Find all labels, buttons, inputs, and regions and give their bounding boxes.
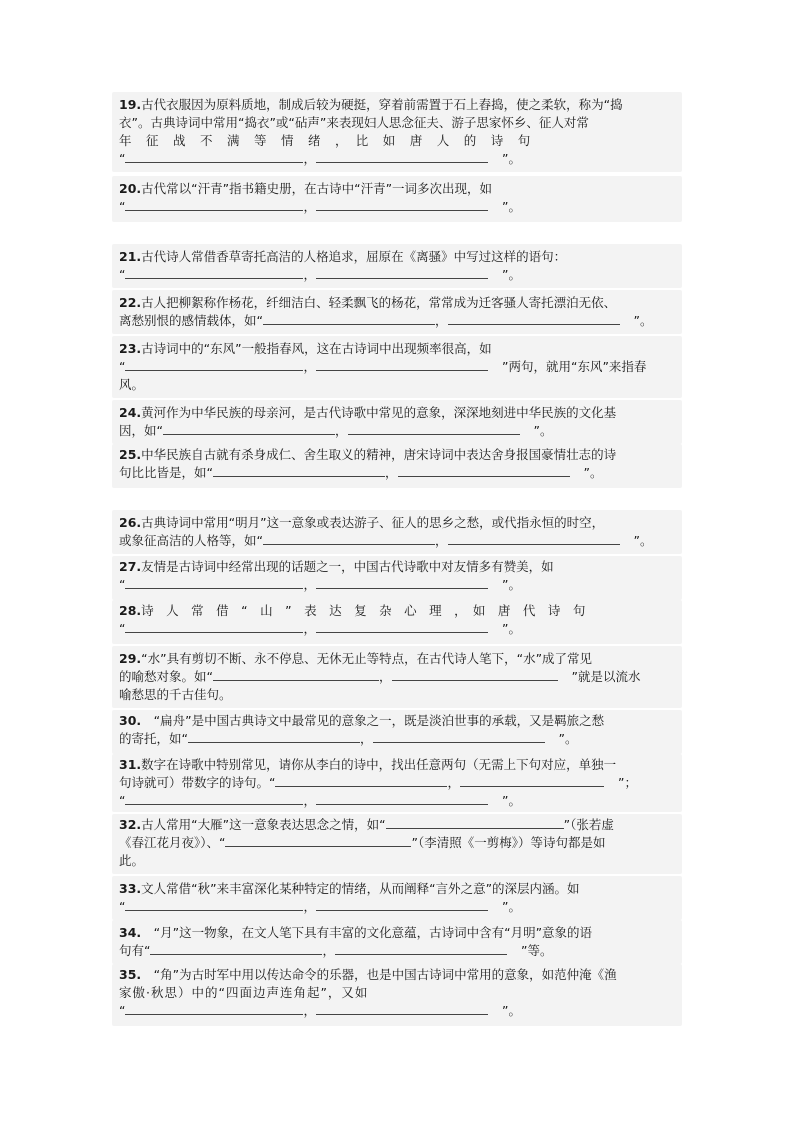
answer-blank[interactable] — [125, 198, 303, 211]
question-number: 29. — [119, 651, 142, 666]
answer-line — [119, 774, 637, 792]
answer-line — [119, 942, 552, 960]
answer-blank[interactable] — [316, 792, 488, 805]
question-text-line: 家傲·秋思）中的“四面边声连角起”，又如 — [119, 985, 369, 1000]
question-number: 20. — [119, 181, 142, 196]
comma: ， — [303, 793, 316, 808]
quote-mark: “ — [119, 621, 126, 636]
comma: ， — [303, 621, 316, 636]
question-number: 24. — [119, 405, 142, 420]
answer-blank[interactable] — [373, 730, 545, 743]
quote-mark: “ — [119, 1003, 126, 1018]
question-24 — [119, 404, 675, 422]
answer-blank[interactable] — [316, 576, 488, 589]
answer-line — [119, 422, 552, 440]
quote-end: ”。 — [502, 199, 521, 214]
question-text-line: 喻愁思的千古佳句。 — [119, 687, 232, 702]
question-number: 27. — [119, 559, 142, 574]
question-number: 32. — [119, 817, 142, 832]
question-text: 古典诗词中常用“明月”这一意象或表达游子、征人的思乡之愁，或代指永恒的时空， — [141, 515, 605, 530]
question-text: 或象征高洁的人格等，如“ — [119, 533, 263, 548]
answer-blank[interactable] — [263, 312, 435, 325]
answer-blank[interactable] — [335, 942, 507, 955]
question-23 — [119, 340, 675, 358]
question-text: 友情是古诗词中经常出现的话题之一，中国古代诗歌中对友情多有赞美，如 — [141, 559, 554, 574]
question-text: 诗 人 常 借 “ 山 ” 表 达 复 杂 心 理 ， 如 唐 代 诗 句 — [141, 603, 586, 618]
quote-end: ”。 — [583, 465, 603, 480]
quote-end: ”。 — [502, 267, 521, 282]
question-32 — [119, 816, 675, 834]
question-text: 离愁别恨的感情载体，如“ — [119, 313, 263, 328]
answer-blank[interactable] — [213, 464, 385, 477]
question-text: 句诗就可）带数字的诗句。“ — [119, 775, 276, 790]
question-text-line: 年 征 战 不 满 等 情 绪 ， 比 如 唐 人 的 诗 句 — [119, 133, 532, 148]
quote-mark: “ — [119, 267, 126, 282]
answer-blank[interactable] — [316, 1002, 488, 1015]
question-25 — [119, 446, 675, 464]
question-number: 22. — [119, 295, 142, 310]
answer-blank[interactable] — [213, 668, 379, 681]
question-text: 古代常以“汗青”指书籍史册，在古诗中“汗青”一词多次出现，如 — [141, 181, 493, 196]
answer-line — [119, 150, 521, 168]
answer-blank[interactable] — [316, 620, 488, 633]
question-30 — [119, 712, 675, 730]
question-text: ”（李清照《一剪梅》）等诗句都是如 — [411, 835, 606, 850]
comma: ， — [303, 199, 316, 214]
answer-blank[interactable] — [125, 150, 303, 163]
answer-line — [119, 532, 652, 550]
question-text-line: 衣”。古典诗词中常用“捣衣”或“砧声”来表现妇人思念征夫、游子思家怀乡、征人对常 — [119, 115, 589, 130]
answer-line — [119, 834, 605, 852]
question-text: ”等。 — [521, 943, 553, 958]
answer-line — [119, 668, 640, 686]
question-text: 的寄托，如“ — [119, 731, 188, 746]
answer-blank[interactable] — [392, 668, 558, 681]
question-number: 35. — [119, 967, 142, 982]
answer-line — [119, 576, 521, 594]
answer-blank[interactable] — [150, 942, 322, 955]
answer-blank[interactable] — [316, 898, 488, 911]
answer-blank[interactable] — [460, 774, 604, 787]
quote-mark: “ — [119, 899, 126, 914]
answer-blank[interactable] — [225, 834, 411, 847]
quote-end: ”。 — [502, 577, 521, 592]
quote-mark: “ — [119, 199, 126, 214]
question-text: 中华民族自古就有杀身成仁、舍生取义的精神，唐宋诗词中表达舍身报国豪情壮志的诗 — [141, 447, 617, 462]
comma: ， — [334, 423, 348, 438]
question-text: ”（张若虚 — [563, 817, 614, 832]
answer-blank[interactable] — [448, 312, 620, 325]
answer-blank[interactable] — [386, 816, 564, 829]
comma: ， — [303, 1003, 316, 1018]
answer-blank[interactable] — [398, 464, 570, 477]
question-text: 古代诗人常借香草寄托高洁的人格追求，屈原在《离骚》中写过这样的语句： — [141, 249, 567, 264]
answer-blank[interactable] — [125, 898, 303, 911]
comma: ， — [378, 669, 392, 684]
question-number: 28. — [119, 603, 142, 618]
comma: ， — [434, 313, 448, 328]
answer-line — [119, 464, 602, 482]
answer-blank[interactable] — [125, 358, 303, 371]
quote-mark: “ — [119, 577, 126, 592]
question-31 — [119, 756, 675, 774]
quote-end: ”。 — [502, 793, 521, 808]
answer-blank[interactable] — [125, 792, 303, 805]
answer-blank[interactable] — [263, 532, 435, 545]
answer-blank[interactable] — [125, 576, 303, 589]
question-text: “扁舟”是中国古典诗文中最常见的意象之一，既是淡泊世事的承载，又是羁旅之愁 — [141, 713, 605, 728]
question-26 — [119, 514, 675, 532]
answer-blank[interactable] — [316, 150, 488, 163]
quote-end: ”。 — [533, 423, 553, 438]
question-text-line: 风。 — [119, 377, 145, 392]
question-text: 古诗词中的“东风”一般指春风，这在古诗词中出现频率很高，如 — [141, 341, 492, 356]
quote-end: ”。 — [633, 313, 653, 328]
answer-line — [119, 792, 521, 810]
answer-blank[interactable] — [275, 774, 447, 787]
question-number: 30. — [119, 713, 142, 728]
question-number: 26. — [119, 515, 142, 530]
quote-end: ”。 — [502, 899, 521, 914]
quote-end: ”。 — [502, 151, 521, 166]
question-text: 文人常借“秋”来丰富深化某种特定的情绪，从而阐释“言外之意”的深层内涵。如 — [141, 881, 580, 896]
question-text: “水”具有剪切不断、永不停息、无休无止等特点，在古代诗人笔下，“水”成了常见 — [141, 651, 593, 666]
question-text: 《春江花月夜》）、“ — [119, 835, 226, 850]
answer-line — [119, 266, 521, 284]
answer-line — [119, 1002, 521, 1020]
question-29 — [119, 650, 675, 668]
answer-line — [119, 620, 521, 638]
answer-blank[interactable] — [125, 1002, 303, 1015]
question-19 — [119, 96, 675, 114]
comma: ， — [384, 465, 398, 480]
comma: ， — [447, 775, 460, 790]
question-number: 23. — [119, 341, 142, 356]
question-text: 的喻愁对象。如“ — [119, 669, 213, 684]
quote-end: ”。 — [633, 533, 653, 548]
question-22 — [119, 294, 675, 312]
question-text: ”两句，就用“东风”来指春 — [502, 359, 647, 374]
question-21 — [119, 248, 675, 266]
answer-blank[interactable] — [448, 532, 620, 545]
comma: ， — [359, 731, 373, 746]
comma: ， — [434, 533, 448, 548]
question-number: 33. — [119, 881, 142, 896]
comma: ， — [322, 943, 335, 958]
answer-line — [119, 312, 652, 330]
quote-mark: “ — [119, 151, 126, 166]
answer-line — [119, 198, 521, 216]
quote-mark: “ — [119, 793, 126, 808]
comma: ， — [303, 151, 316, 166]
answer-line — [119, 898, 521, 916]
answer-blank[interactable] — [163, 422, 335, 435]
answer-blank[interactable] — [316, 266, 488, 279]
question-33 — [119, 880, 675, 898]
question-number: 34. — [119, 925, 142, 940]
question-text: 古人把柳絮称作杨花，纤细洁白、轻柔飘飞的杨花，常常成为迁客骚人寄托漂泊无依、 — [141, 295, 617, 310]
quote-end: ”。 — [558, 731, 578, 746]
question-text: 因，如“ — [119, 423, 163, 438]
question-number: 25. — [119, 447, 142, 462]
question-27 — [119, 558, 675, 576]
question-text: 句比比皆是，如“ — [119, 465, 213, 480]
answer-line — [119, 730, 577, 748]
question-20 — [119, 180, 675, 198]
question-text-line: 此。 — [119, 853, 145, 868]
answer-blank[interactable] — [125, 266, 303, 279]
question-number: 21. — [119, 249, 142, 264]
question-number: 19. — [119, 97, 142, 112]
answer-blank[interactable] — [316, 198, 488, 211]
answer-blank[interactable] — [188, 730, 360, 743]
answer-blank[interactable] — [316, 358, 488, 371]
question-text: “月”这一物象，在文人笔下具有丰富的文化意蕴，古诗词中含有“月明”意象的语 — [141, 925, 593, 940]
question-34 — [119, 924, 675, 942]
quote-end: ”。 — [502, 1003, 521, 1018]
answer-blank[interactable] — [125, 620, 303, 633]
answer-line — [119, 358, 646, 376]
quote-end: ”。 — [502, 621, 521, 636]
question-28 — [119, 602, 675, 620]
question-text: 数字在诗歌中特别常见，请你从李白的诗中，找出任意两句（无需上下句对应，单独一 — [141, 757, 617, 772]
quote-end: ”； — [618, 775, 637, 790]
question-text: 古代衣服因为原料质地，制成后较为硬挺，穿着前需置于石上舂捣，使之柔软，称为“捣 — [141, 97, 623, 112]
comma: ， — [303, 359, 316, 374]
answer-blank[interactable] — [348, 422, 520, 435]
comma: ， — [303, 899, 316, 914]
comma: ， — [303, 577, 316, 592]
question-text: ”就是以流水 — [571, 669, 641, 684]
question-text: 句有“ — [119, 943, 151, 958]
question-number: 31. — [119, 757, 142, 772]
question-text: 古人常用“大雁”这一意象表达思念之情，如“ — [141, 817, 386, 832]
question-text: “角”为古时军中用以传达命令的乐器，也是中国古诗词中常用的意象，如范仲淹《渔 — [141, 967, 617, 982]
quote-mark: “ — [119, 359, 126, 374]
comma: ， — [303, 267, 316, 282]
question-35 — [119, 966, 675, 984]
question-text: 黄河作为中华民族的母亲河，是古代诗歌中常见的意象，深深地刻进中华民族的文化基 — [141, 405, 617, 420]
